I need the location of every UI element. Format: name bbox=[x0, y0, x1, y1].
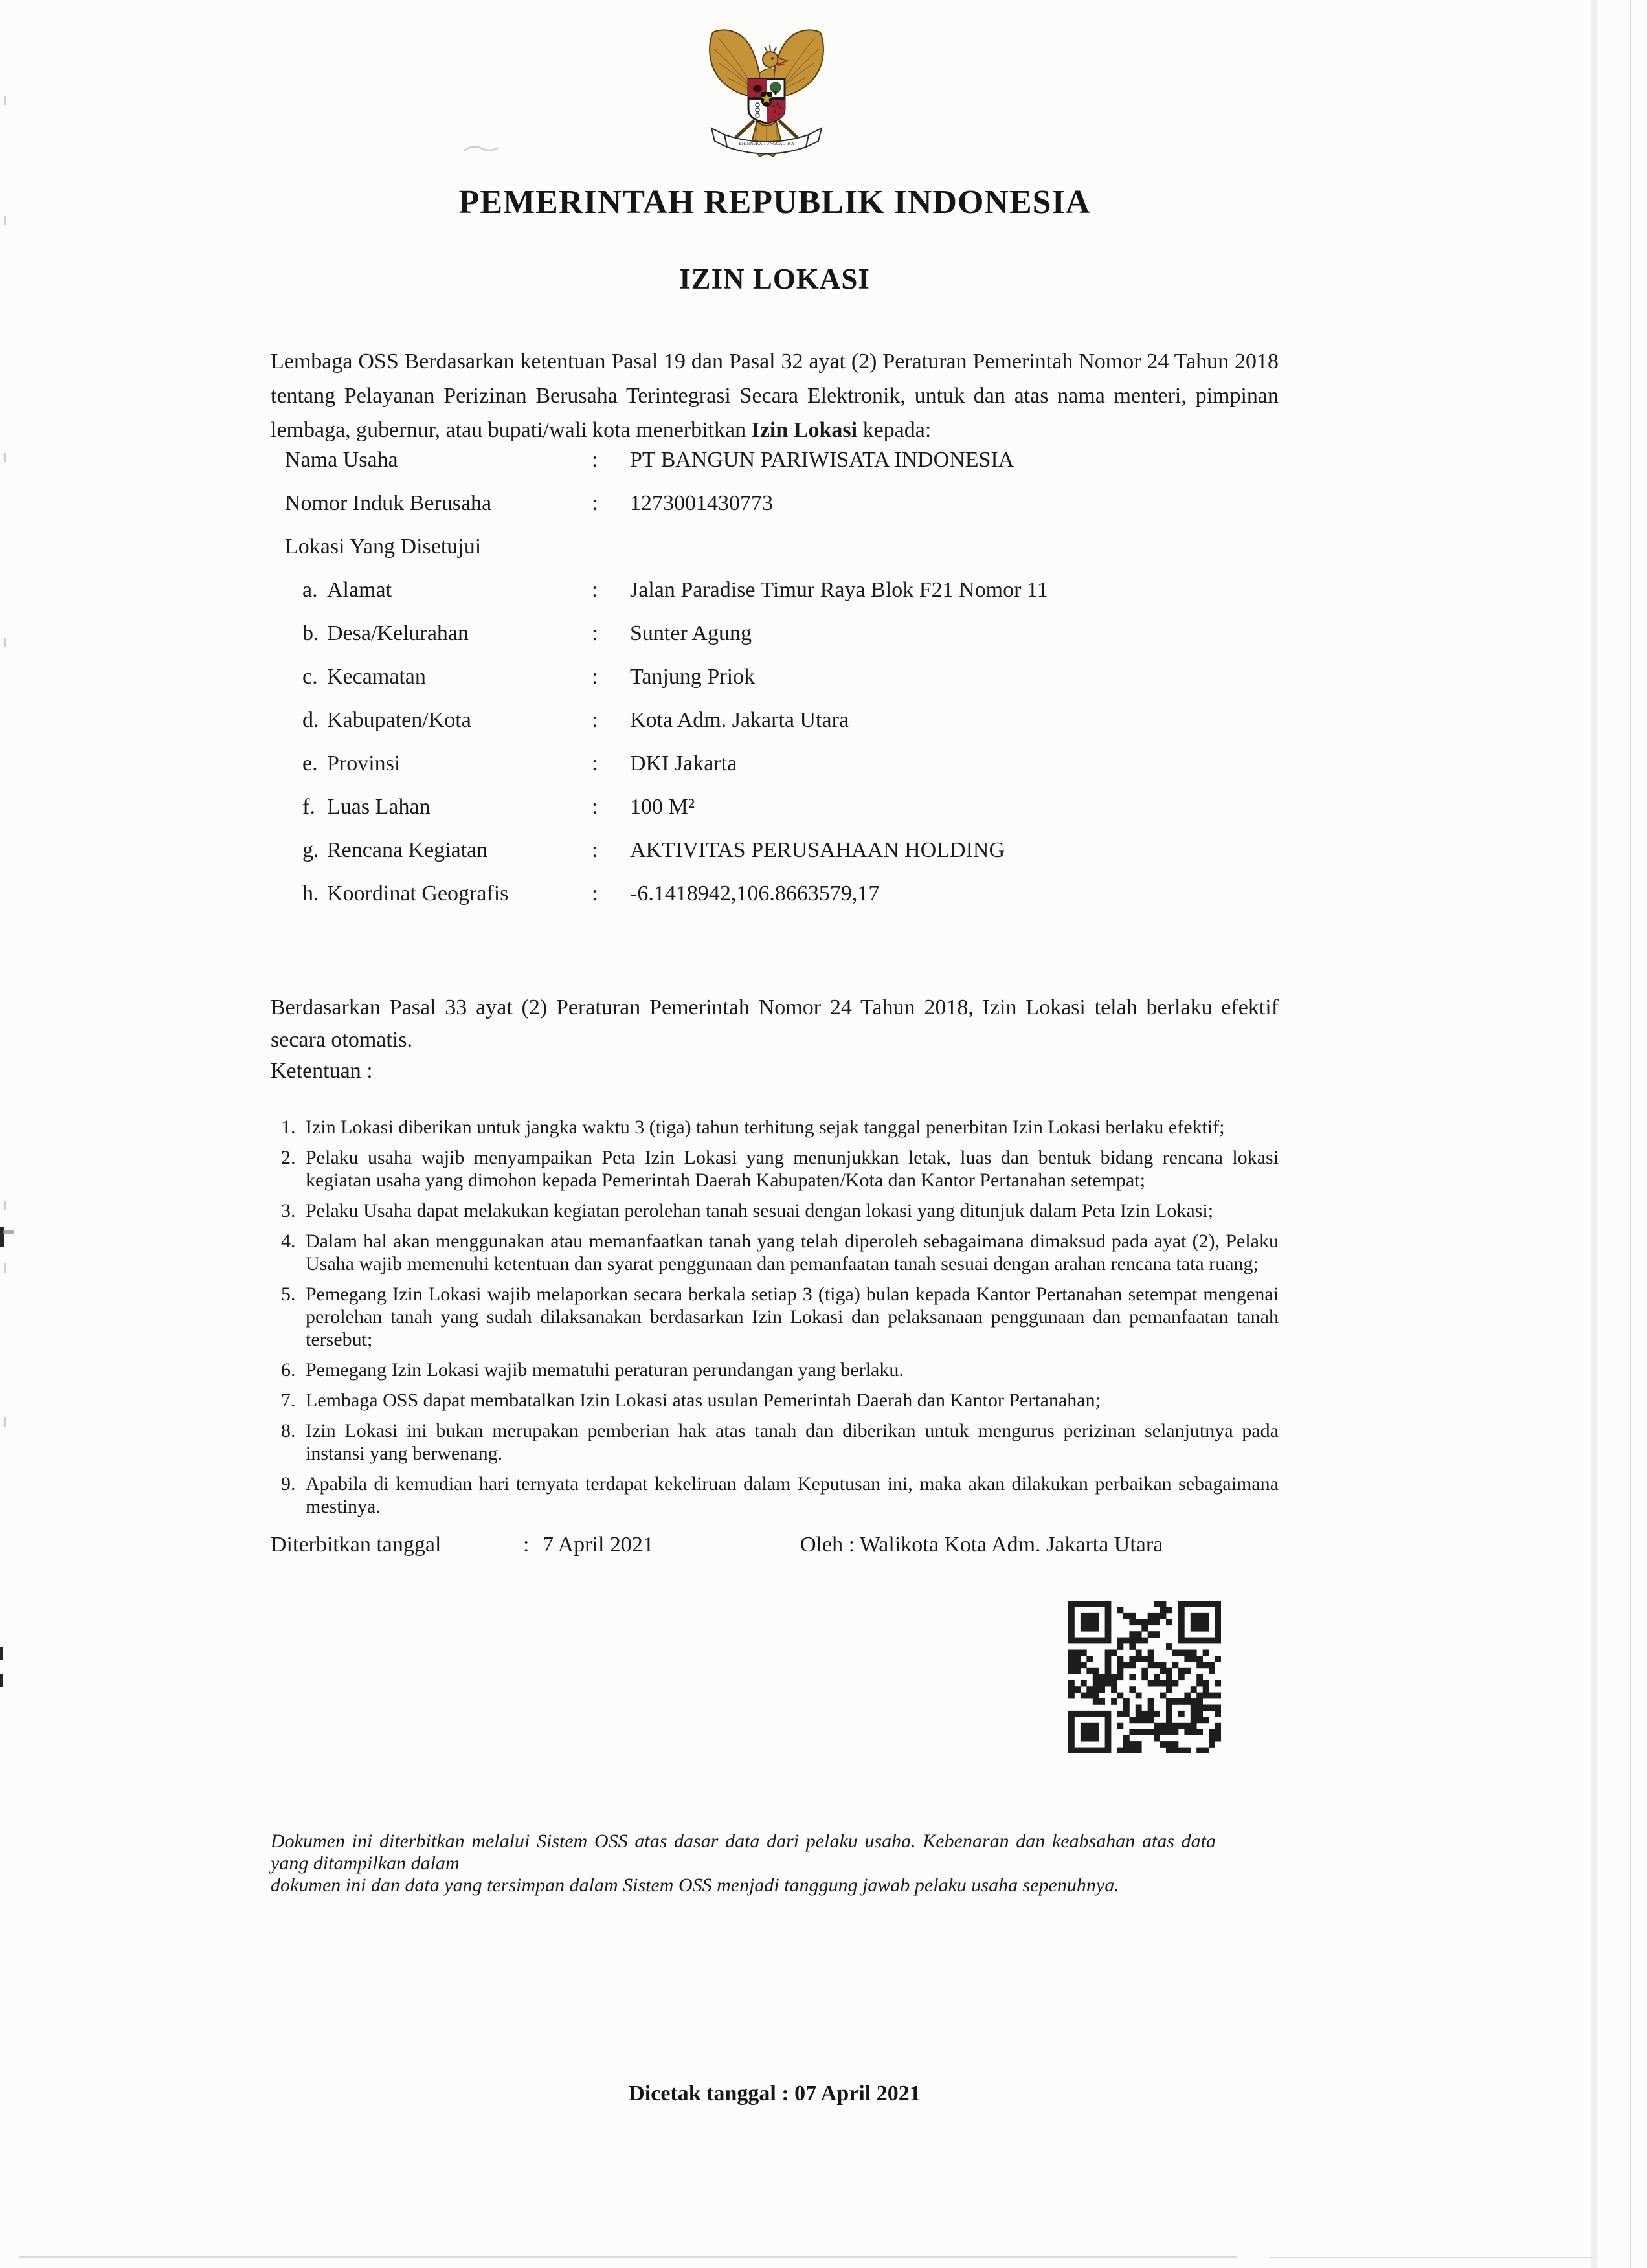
issued-by: Oleh : Walikota Kota Adm. Jakarta Utara bbox=[800, 1533, 1163, 1557]
field-label: Rencana Kegiatan bbox=[327, 838, 488, 862]
scan-artifact-left-tick bbox=[4, 638, 6, 647]
intro-bold-term: Izin Lokasi bbox=[751, 418, 858, 442]
issued-date-label: Diterbitkan tanggal bbox=[271, 1533, 442, 1557]
scan-artifact-left-tick bbox=[4, 216, 6, 225]
scan-artifact-left-bar bbox=[0, 1227, 4, 1247]
field-colon: : bbox=[592, 578, 598, 602]
field-colon: : bbox=[592, 665, 598, 689]
field-value: 1273001430773 bbox=[630, 491, 773, 515]
field-colon: : bbox=[592, 491, 598, 515]
item-letter: a. bbox=[302, 578, 318, 602]
disclaimer-line-1: Dokumen ini diterbitkan melalui Sistem OSS atas dasar data dari pelaku usaha. Kebenaran dan keabsahan atas data yang ditampilkan dalam bbox=[271, 1830, 1216, 1874]
term-text: Izin Lokasi ini bukan merupakan pemberian hak atas tanah dan diberikan untuk mengurus perizinan selanjutnya pada instansi yang berwenang. bbox=[306, 1420, 1279, 1464]
page-title: PEMERINTAH REPUBLIK INDONESIA bbox=[458, 184, 1091, 221]
field-colon: : bbox=[592, 838, 598, 862]
item-letter: h. bbox=[302, 882, 319, 906]
intro-text-after: kepada: bbox=[857, 418, 932, 442]
term-number: 9. bbox=[281, 1473, 296, 1495]
field-label: Koordinat Geografis bbox=[327, 882, 509, 906]
field-row-nib bbox=[271, 491, 1279, 535]
field-colon: : bbox=[592, 621, 598, 645]
field-value: DKI Jakarta bbox=[630, 751, 737, 775]
field-row-provinsi bbox=[271, 751, 1279, 795]
term-item bbox=[271, 1389, 1279, 1412]
field-value: Kota Adm. Jakarta Utara bbox=[630, 708, 849, 732]
field-label: Luas Lahan bbox=[327, 795, 431, 819]
issued-colon: : bbox=[523, 1533, 530, 1557]
issuance-row bbox=[271, 1533, 1279, 1565]
location-heading: Lokasi Yang Disetujui bbox=[285, 535, 482, 559]
term-text: Lembaga OSS dapat membatalkan Izin Lokasi atas usulan Pemerintah Daerah dan Kantor Pertanahan; bbox=[306, 1390, 1101, 1411]
scan-artifact-left-tick bbox=[4, 1418, 6, 1427]
terms-list bbox=[271, 1116, 1279, 1526]
item-letter: e. bbox=[302, 751, 318, 775]
field-row-luas-lahan bbox=[271, 795, 1279, 838]
item-letter: g. bbox=[302, 838, 319, 862]
term-text: Dalam hal akan menggunakan atau memanfaatkan tanah yang telah diperoleh sebagaimana dimaksud pada ayat (2), Pelaku Usaha wajib memenuhi ketentuan dan syarat penggunaan dan pemanfaatan tanah sesuai dengan arahan rencana tata ruang; bbox=[306, 1230, 1279, 1274]
term-number: 8. bbox=[281, 1420, 296, 1441]
field-value: 100 M² bbox=[630, 795, 695, 819]
term-text: Pelaku usaha wajib menyampaikan Peta Izin Lokasi yang menunjukkan letak, luas dan bentuk bidang rencana lokasi kegiatan usaha yang dimohon kepada Pemerintah Daerah Kabupaten/Kota dan Kantor Pertanahan setempat; bbox=[306, 1147, 1279, 1191]
scan-artifact-left-hook bbox=[3, 1230, 14, 1234]
term-item bbox=[271, 1116, 1279, 1139]
field-value: PT BANGUN PARIWISATA INDONESIA bbox=[630, 448, 1014, 472]
issued-date-value: 7 April 2021 bbox=[543, 1533, 654, 1557]
term-item bbox=[271, 1419, 1279, 1465]
disclaimer-text bbox=[271, 1830, 1216, 1896]
scan-artifact-bottom-streak bbox=[19, 2256, 1237, 2258]
field-value: AKTIVITAS PERUSAHAAN HOLDING bbox=[630, 838, 1005, 862]
term-number: 6. bbox=[281, 1359, 296, 1381]
scan-artifact-left-bar bbox=[0, 1647, 3, 1660]
term-item bbox=[271, 1146, 1279, 1192]
field-colon: : bbox=[592, 882, 598, 906]
term-text: Izin Lokasi diberikan untuk jangka waktu 3 (tiga) tahun terhitung sejak tanggal penerbitan Izin Lokasi berlaku efektif; bbox=[306, 1117, 1225, 1138]
scan-artifact-right-line bbox=[1630, 0, 1631, 2268]
term-number: 7. bbox=[281, 1390, 296, 1411]
field-value: Tanjung Priok bbox=[630, 665, 756, 689]
term-item bbox=[271, 1283, 1279, 1351]
term-number: 5. bbox=[281, 1284, 296, 1305]
printed-date: Dicetak tanggal : 07 April 2021 bbox=[629, 2082, 921, 2106]
field-row-location-heading bbox=[271, 535, 1279, 578]
field-row-nama-usaha bbox=[271, 448, 1279, 491]
term-text: Pemegang Izin Lokasi wajib mematuhi peraturan perundangan yang berlaku. bbox=[306, 1359, 904, 1381]
field-row-alamat bbox=[271, 578, 1279, 621]
term-item bbox=[271, 1230, 1279, 1275]
intro-paragraph bbox=[271, 344, 1279, 447]
intro-text-before: Lembaga OSS Berdasarkan ketentuan Pasal 19 dan Pasal 32 ayat (2) Peraturan Pemerintah Nomor 24 Tahun 2018 tentang Pelayanan Perizinan Berusaha Terintegrasi Secara Elektronik, untuk dan atas nama menteri, pimpinan lembaga, gubernur, atau bupati/wali kota menerbitkan bbox=[271, 350, 1279, 442]
field-value: Sunter Agung bbox=[630, 621, 752, 645]
field-colon: : bbox=[592, 751, 598, 775]
item-letter: b. bbox=[302, 621, 319, 645]
field-value: Jalan Paradise Timur Raya Blok F21 Nomor 11 bbox=[630, 578, 1048, 602]
item-letter: c. bbox=[302, 665, 318, 689]
term-text: Pemegang Izin Lokasi wajib melaporkan secara berkala setiap 3 (tiga) bulan kepada Kantor Pertanahan setempat mengenai perolehan tanah yang sudah dilaksanakan berdasarkan Izin Lokasi dan pelaksanaan penggunaan dan pemanfaatan tanah tersebut; bbox=[306, 1284, 1279, 1350]
field-row-koordinat bbox=[271, 882, 1279, 925]
term-number: 4. bbox=[281, 1230, 296, 1252]
term-item bbox=[271, 1473, 1279, 1518]
field-value: -6.1418942,106.8663579,17 bbox=[630, 882, 880, 906]
terms-heading: Ketentuan : bbox=[271, 1059, 373, 1083]
item-letter: d. bbox=[302, 708, 319, 732]
term-number: 1. bbox=[281, 1117, 296, 1138]
scan-artifact-bottom-streak bbox=[1269, 2257, 1593, 2258]
field-label: Desa/Kelurahan bbox=[327, 621, 469, 645]
garuda-pancasila-emblem bbox=[704, 26, 829, 163]
effectivity-paragraph: Berdasarkan Pasal 33 ayat (2) Peraturan Pemerintah Nomor 24 Tahun 2018, Izin Lokasi telah berlaku efektif secara otomatis. bbox=[271, 995, 1279, 1052]
scan-artifact-left-bar bbox=[0, 1674, 3, 1687]
scan-artifact-left-tick bbox=[4, 96, 6, 105]
field-row-kecamatan bbox=[271, 665, 1279, 708]
field-colon: : bbox=[592, 708, 598, 732]
term-number: 2. bbox=[281, 1147, 296, 1168]
field-label: Nomor Induk Berusaha bbox=[285, 491, 492, 515]
document-type-title: IZIN LOKASI bbox=[679, 263, 870, 295]
item-letter: f. bbox=[302, 795, 315, 819]
qr-code bbox=[1068, 1601, 1221, 1753]
scan-artifact-right-strip bbox=[1591, 0, 1597, 2268]
term-text: Pelaku Usaha dapat melakukan kegiatan perolehan tanah sesuai dengan lokasi yang ditunjuk dalam Peta Izin Lokasi; bbox=[306, 1200, 1214, 1221]
disclaimer-line-2: dokumen ini dan data yang tersimpan dalam Sistem OSS menjadi tanggung jawab pelaku usaha sepenuhnya. bbox=[271, 1874, 1119, 1896]
scan-artifact-left-tick bbox=[4, 1263, 6, 1273]
field-row-kabupaten bbox=[271, 708, 1279, 751]
field-row-rencana bbox=[271, 838, 1279, 882]
permit-fields bbox=[271, 448, 1279, 925]
field-label: Kabupaten/Kota bbox=[327, 708, 471, 732]
term-number: 3. bbox=[281, 1200, 296, 1221]
field-colon: : bbox=[592, 448, 598, 472]
field-label: Alamat bbox=[327, 578, 392, 602]
scan-artifact-left-tick bbox=[4, 453, 6, 462]
term-item bbox=[271, 1359, 1279, 1381]
field-label: Provinsi bbox=[327, 751, 401, 775]
scan-artifact-left-tick bbox=[4, 1201, 6, 1210]
term-item bbox=[271, 1199, 1279, 1222]
garuda-pancasila-icon bbox=[704, 26, 829, 163]
field-colon: : bbox=[592, 795, 598, 819]
field-label: Kecamatan bbox=[327, 665, 426, 689]
field-label: Nama Usaha bbox=[285, 448, 398, 472]
field-row-desa bbox=[271, 621, 1279, 665]
term-text: Apabila di kemudian hari ternyata terdapat kekeliruan dalam Keputusan ini, maka akan dilakukan perbaikan sebagaimana mestinya. bbox=[306, 1473, 1279, 1517]
scan-artifact-pencil-mark bbox=[461, 142, 500, 157]
emblem-ribbon-text: BHINNEKA TUNGGAL IKA bbox=[739, 141, 794, 146]
